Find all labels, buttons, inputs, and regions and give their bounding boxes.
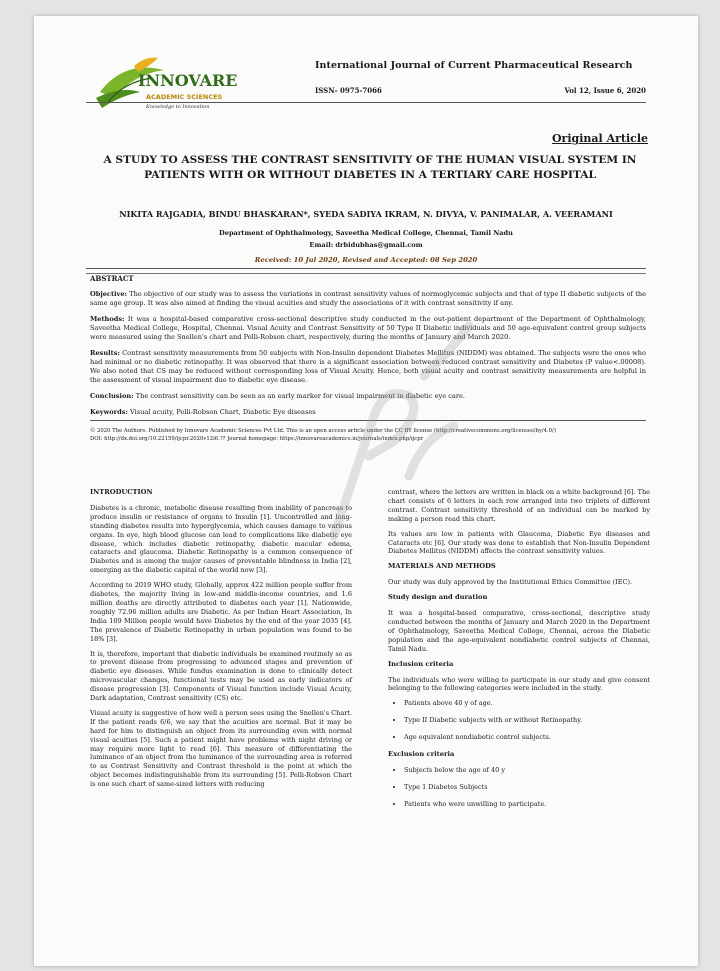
svg-text:Knowledge to Innovation: Knowledge to Innovation [146,104,210,110]
list-item: • Type II Diabetic subjects with or without Retinopathy. [404,716,650,725]
keywords: Keywords: Visual acuity, Pelli-Robson Chart, Diabetic Eye diseases [90,408,646,421]
divider [86,268,646,269]
paragraph: Diabetes is a chronic, metabolic disease resulting from inability of pancreas to produce insulin or resistance of organs to Insulin [1]. Uncontrolled and long-standing diabetes results into hyperglycemia, which causes damage to various organs. In eye, high blood glucose can lead to complications like diabetic eye disease, which includes diabetic retinopathy, diabetic macular edema, cataracts and glaucoma. Diabetic Retinopathy is a common consequence of Diabetes and is among the major causes of preventable blindness in India [2], emerging as the diabetic capital of the world now [3]. [90,503,352,575]
paragraph: contrast, where the letters are written in black on a white background [6]. The chart consists of 6 letters in each row arranged into two triplets of different contrast. Contrast sensitivity threshold of an individual can be marked by making a person read this chart. [388,488,650,523]
materials-methods-heading: MATERIALS AND METHODS [388,562,496,571]
list-item: • Type 1 Diabetes Subjects [404,783,650,792]
article-page [34,16,698,966]
article-title: A STUDY TO ASSESS THE CONTRAST SENSITIVITY OF THE HUMAN VISUAL SYSTEM IN PATIENTS WITH OR WITHOUT DIABETES IN A TERTIARY CARE HOSPITAL [103,154,637,181]
paragraph: Its values are low in patients with Glaucoma, Diabetic Eye diseases and Cataracts etc [6]. Our study was done to establish that Non-Insulin Dependent Diabetes Mellitus (NIDDM) affects the contrast sensitivity values. [388,529,650,556]
svg-text:INNOVARE: INNOVARE [138,71,238,90]
paragraph: The individuals who were willing to participate in our study and give consent belonging to the following categories were included in the study. [388,675,650,693]
svg-text:ACADEMIC SCIENCES: ACADEMIC SCIENCES [146,93,223,101]
paragraph: Our study was duly approved by the Institutional Ethics Committee (IEC). [388,578,633,587]
list-item: • Age equivalent nondiabetic control subjects. [404,733,650,742]
volume-issue: Vol 12, Issue 6, 2020 [564,86,646,95]
exclusion-heading: Exclusion criteria [388,750,455,759]
list-item: • Subjects below the age of 40 y [404,766,650,775]
introduction-heading: INTRODUCTION [90,488,153,496]
conclusion: Conclusion: The contrast sensitivity can be seen as an early marker for visual impairment in diabetic eye care. [90,392,465,400]
right-column [388,488,650,817]
abstract-heading: ABSTRACT [90,274,134,283]
affiliation: Department of Ophthalmology, Saveetha Medical College, Chennai, Tamil Nadu [219,229,513,237]
abstract [90,274,646,443]
paragraph: Visual acuity is suggestive of how well a person sees using the Snellen's Chart. If the patient reads 6/6, we say that the acuities are normal. But it may be hard for him to distinguish an object from its surrounding even with normal visual acuities [5]. Such a patient might have problems with night driving or may require more light to read [6]. This measure of differentiating the luminance of an object from the luminance of the surrounding area is referred to as Contrast Sensitivity and Contrast threshold is the point at which the object becomes indistinguishable from its surrounding [5]. Pelli-Robson Chart is one such chart of same-sized letters with reducing [90,708,352,789]
inclusion-list [388,699,650,742]
paragraph: It was a hospital-based comparative, cross-sectional, descriptive study conducted between the months of January and March 2020 in the Department of Ophthalmology, Saveetha Medical College, Chennai, across the Diabetic population and the age-equivalent nondiabetic control subjects of Chennai, Tamil Nadu. [388,609,650,653]
methods: Methods: It was a hospital-based comparative cross-sectional descriptive study conducted in the out-patient department of the Department of Ophthalmology, Saveetha Medical College, Hospital, Chennai. Visual Acuity and Contrast Sensitivity of 50 Type II Diabetic individuals and 50 age-equivalent control group subjects were measured using the Snellen's chart and Pelli-Robson chart, respectively, during the months of January and March 2020. [90,315,646,341]
paragraph: According to 2019 WHO study, Globally, approx 422 million people suffer from diabetes, the majority living in low-and middle-income countries, and 1.6 million deaths are directly attributed to diabetes each year [1]. Nationwide, roughly 72.96 million adults are Diabetic. As per Indian Heart Association, In India 109 Million people would have Diabetes by the end of the year 2035 [4]. The prevalence of Diabetic Retinopathy in urban population was found to be 18% [3]. [90,581,352,643]
left-column [90,488,352,795]
list-item: • Patients who were unwilling to participate. [404,800,650,809]
header-divider [86,102,646,103]
paragraph: It is, therefore, important that diabetic individuals be examined routinely so as to prevent disease from progressing to advanced stages and prevention of diabetic eye diseases. While fundus examination is done to clinically detect microvascular changes, functional tests may be used as early indicators of disease progression [3]. Components of Visual function include Visual Acuity, Dark adaptation, Contrast sensitivity (CS) etc. [90,649,352,703]
article-type: Original Article [551,132,648,145]
issn: ISSN- 0975-7066 [315,86,382,95]
received-dates: Received: 10 Jul 2020, Revised and Accepted: 08 Sep 2020 [254,256,478,264]
inclusion-heading: Inclusion criteria [388,659,454,668]
list-item: • Patients above 40 y of age. [404,699,650,708]
email[interactable]: Email: drbidubhas@gmail.com [309,241,423,249]
authors: NIKITA RAJGADIA, BINDU BHASKARAN*, SYEDA SADIYA IKRAM, N. DIVYA, V. PANIMALAR, A. VEERAMANI [119,209,613,219]
objective: Objective: The objective of our study was to assess the variations in contrast sensitivity values of normoglycemic subjects and that of type II diabetic subjects of the same age group. It was also aimed at finding the visual acuities and study the associations of it with contrast sensitivity if any. [90,290,646,307]
innovare-logo [94,52,244,118]
exclusion-list [388,766,650,809]
copyright: © 2020 The Authors. Published by Innovare Academic Sciences Pvt Ltd. This is an open access article under the CC BY license (http://creativecommons.org/licenses/by/4.0/) DOI: http://dx.doi.org/10.22159/ijcpr.2020v12i6.?? Journal homepage: https://innovareacademics.in/journals/index.php/ijcpr [90,428,556,442]
study-design-heading: Study design and duration [388,593,488,602]
results: Results: Contrast sensitivity measurements from 50 subjects with Non-Insulin dependent Diabetes Mellitus (NIDDM) was obtained. The subjects were the ones who had minimal or no diabetic retinopathy. It was observed that there is a significant association between reduced contrast sensitivity and Diabetes (P value<.00008). We also noted that CS may be reduced without corresponding loss of Visual Acuity. Hence, both visual acuity and contrast sensitivity measurements are helpful in the assessment of visual impairment due to diabetic eye disease. [90,349,646,384]
journal-title: International Journal of Current Pharmaceutical Research [315,60,633,71]
